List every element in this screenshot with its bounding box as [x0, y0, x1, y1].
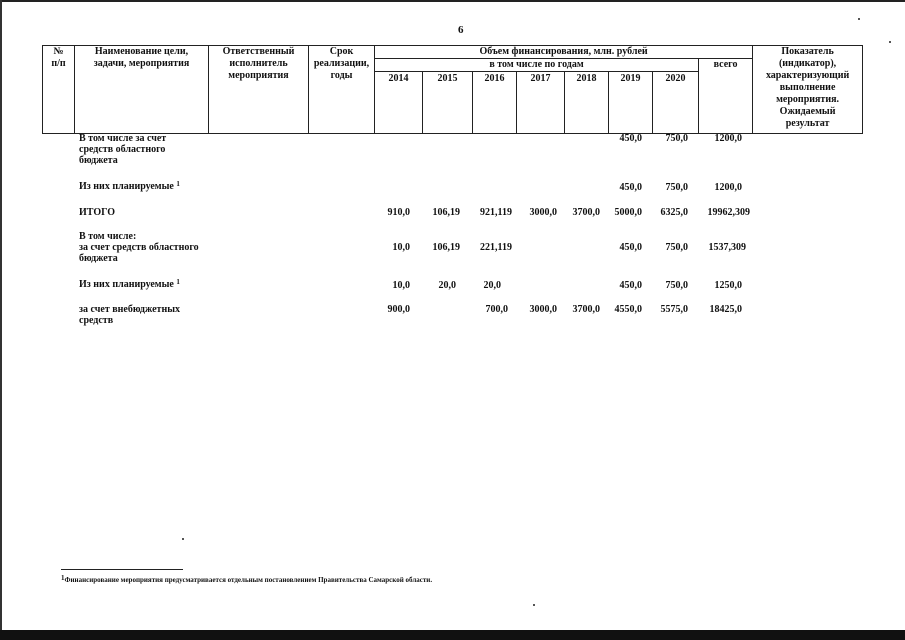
- header-year: 2018: [565, 72, 609, 134]
- row-value: 450,0: [619, 242, 642, 253]
- table-header: [42, 45, 863, 134]
- row-value: 106,19: [432, 242, 460, 253]
- scan-speck: [858, 18, 860, 20]
- header-year: 2019: [609, 72, 653, 134]
- row-value: 450,0: [619, 182, 642, 193]
- row-value: 450,0: [619, 133, 642, 144]
- row-label: В том числе за счет средств областного бюджета: [79, 133, 167, 166]
- row-value: 106,19: [432, 207, 460, 218]
- row-value: 750,0: [665, 280, 688, 291]
- row-total: 19962,309: [707, 207, 750, 218]
- scan-bottom-border: [0, 630, 905, 640]
- row-label: В том числе: за счет средств областного бюджета: [79, 231, 199, 264]
- row-total: 1200,0: [714, 133, 742, 144]
- scan-speck: [182, 538, 184, 540]
- row-value: 221,119: [480, 242, 512, 253]
- row-value: 3700,0: [572, 304, 600, 315]
- header-cell-by-years: в том числе по годам: [375, 59, 699, 72]
- footnote-separator: [61, 569, 183, 570]
- row-value: 20,0: [438, 280, 456, 291]
- row-value: 6325,0: [660, 207, 688, 218]
- row-value: 750,0: [665, 182, 688, 193]
- header-cell-total: всего: [699, 59, 753, 134]
- header-year: 2020: [653, 72, 699, 134]
- header-cell-executor: Ответственный исполнитель мероприятия: [209, 46, 309, 134]
- row-value: 910,0: [387, 207, 410, 218]
- header-year: 2016: [473, 72, 517, 134]
- header-year: 2015: [423, 72, 473, 134]
- row-total: 18425,0: [709, 304, 742, 315]
- header-cell-name: Наименование цели, задачи, мероприятия: [75, 46, 209, 134]
- header-year: 2017: [517, 72, 565, 134]
- header-cell-number: № п/п: [43, 46, 75, 134]
- row-total: 1537,309: [708, 242, 746, 253]
- footnote-mark: 1: [61, 574, 65, 582]
- row-value: 10,0: [392, 280, 410, 291]
- row-value: 700,0: [485, 304, 508, 315]
- header-cell-term: Срок реализации, годы: [309, 46, 375, 134]
- footnote-mark: 1: [176, 278, 180, 286]
- row-label: Из них планируемые $^1$: [79, 180, 180, 192]
- row-value: 750,0: [665, 133, 688, 144]
- row-value: 900,0: [387, 304, 410, 315]
- scan-speck: [889, 41, 891, 43]
- row-label: Из них планируемые $^1$: [79, 278, 180, 290]
- scan-speck: [533, 604, 535, 606]
- footnote: [61, 576, 432, 584]
- row-value: 10,0: [392, 242, 410, 253]
- row-total: 1250,0: [714, 280, 742, 291]
- scan-left-border: [0, 0, 2, 640]
- row-value: 450,0: [619, 280, 642, 291]
- header-cell-indicator: Показатель (индикатор), характеризующий выполнение мероприятия. Ожидаемый результат: [753, 46, 863, 134]
- footnote-mark: 1: [176, 180, 180, 188]
- row-value: 4550,0: [614, 304, 642, 315]
- row-value: 750,0: [665, 242, 688, 253]
- row-value: 5000,0: [614, 207, 642, 218]
- row-value: 20,0: [483, 280, 501, 291]
- row-value: 5575,0: [660, 304, 688, 315]
- page-number: 6: [458, 24, 464, 36]
- row-label: ИТОГО: [79, 207, 115, 218]
- row-value: 921,119: [480, 207, 512, 218]
- header-cell-funding: Объем финансирования, млн. рублей: [375, 46, 753, 59]
- row-value: 3000,0: [529, 207, 557, 218]
- footnote-text: Финансирование мероприятия предусматривается отдельным постановлением Правительства Самарской области.: [64, 576, 433, 584]
- scan-top-border: [0, 0, 905, 2]
- row-total: 1200,0: [714, 182, 742, 193]
- row-value: 3000,0: [529, 304, 557, 315]
- row-value: 3700,0: [572, 207, 600, 218]
- row-label: за счет внебюджетных средств: [79, 304, 181, 326]
- header-year: 2014: [375, 72, 423, 134]
